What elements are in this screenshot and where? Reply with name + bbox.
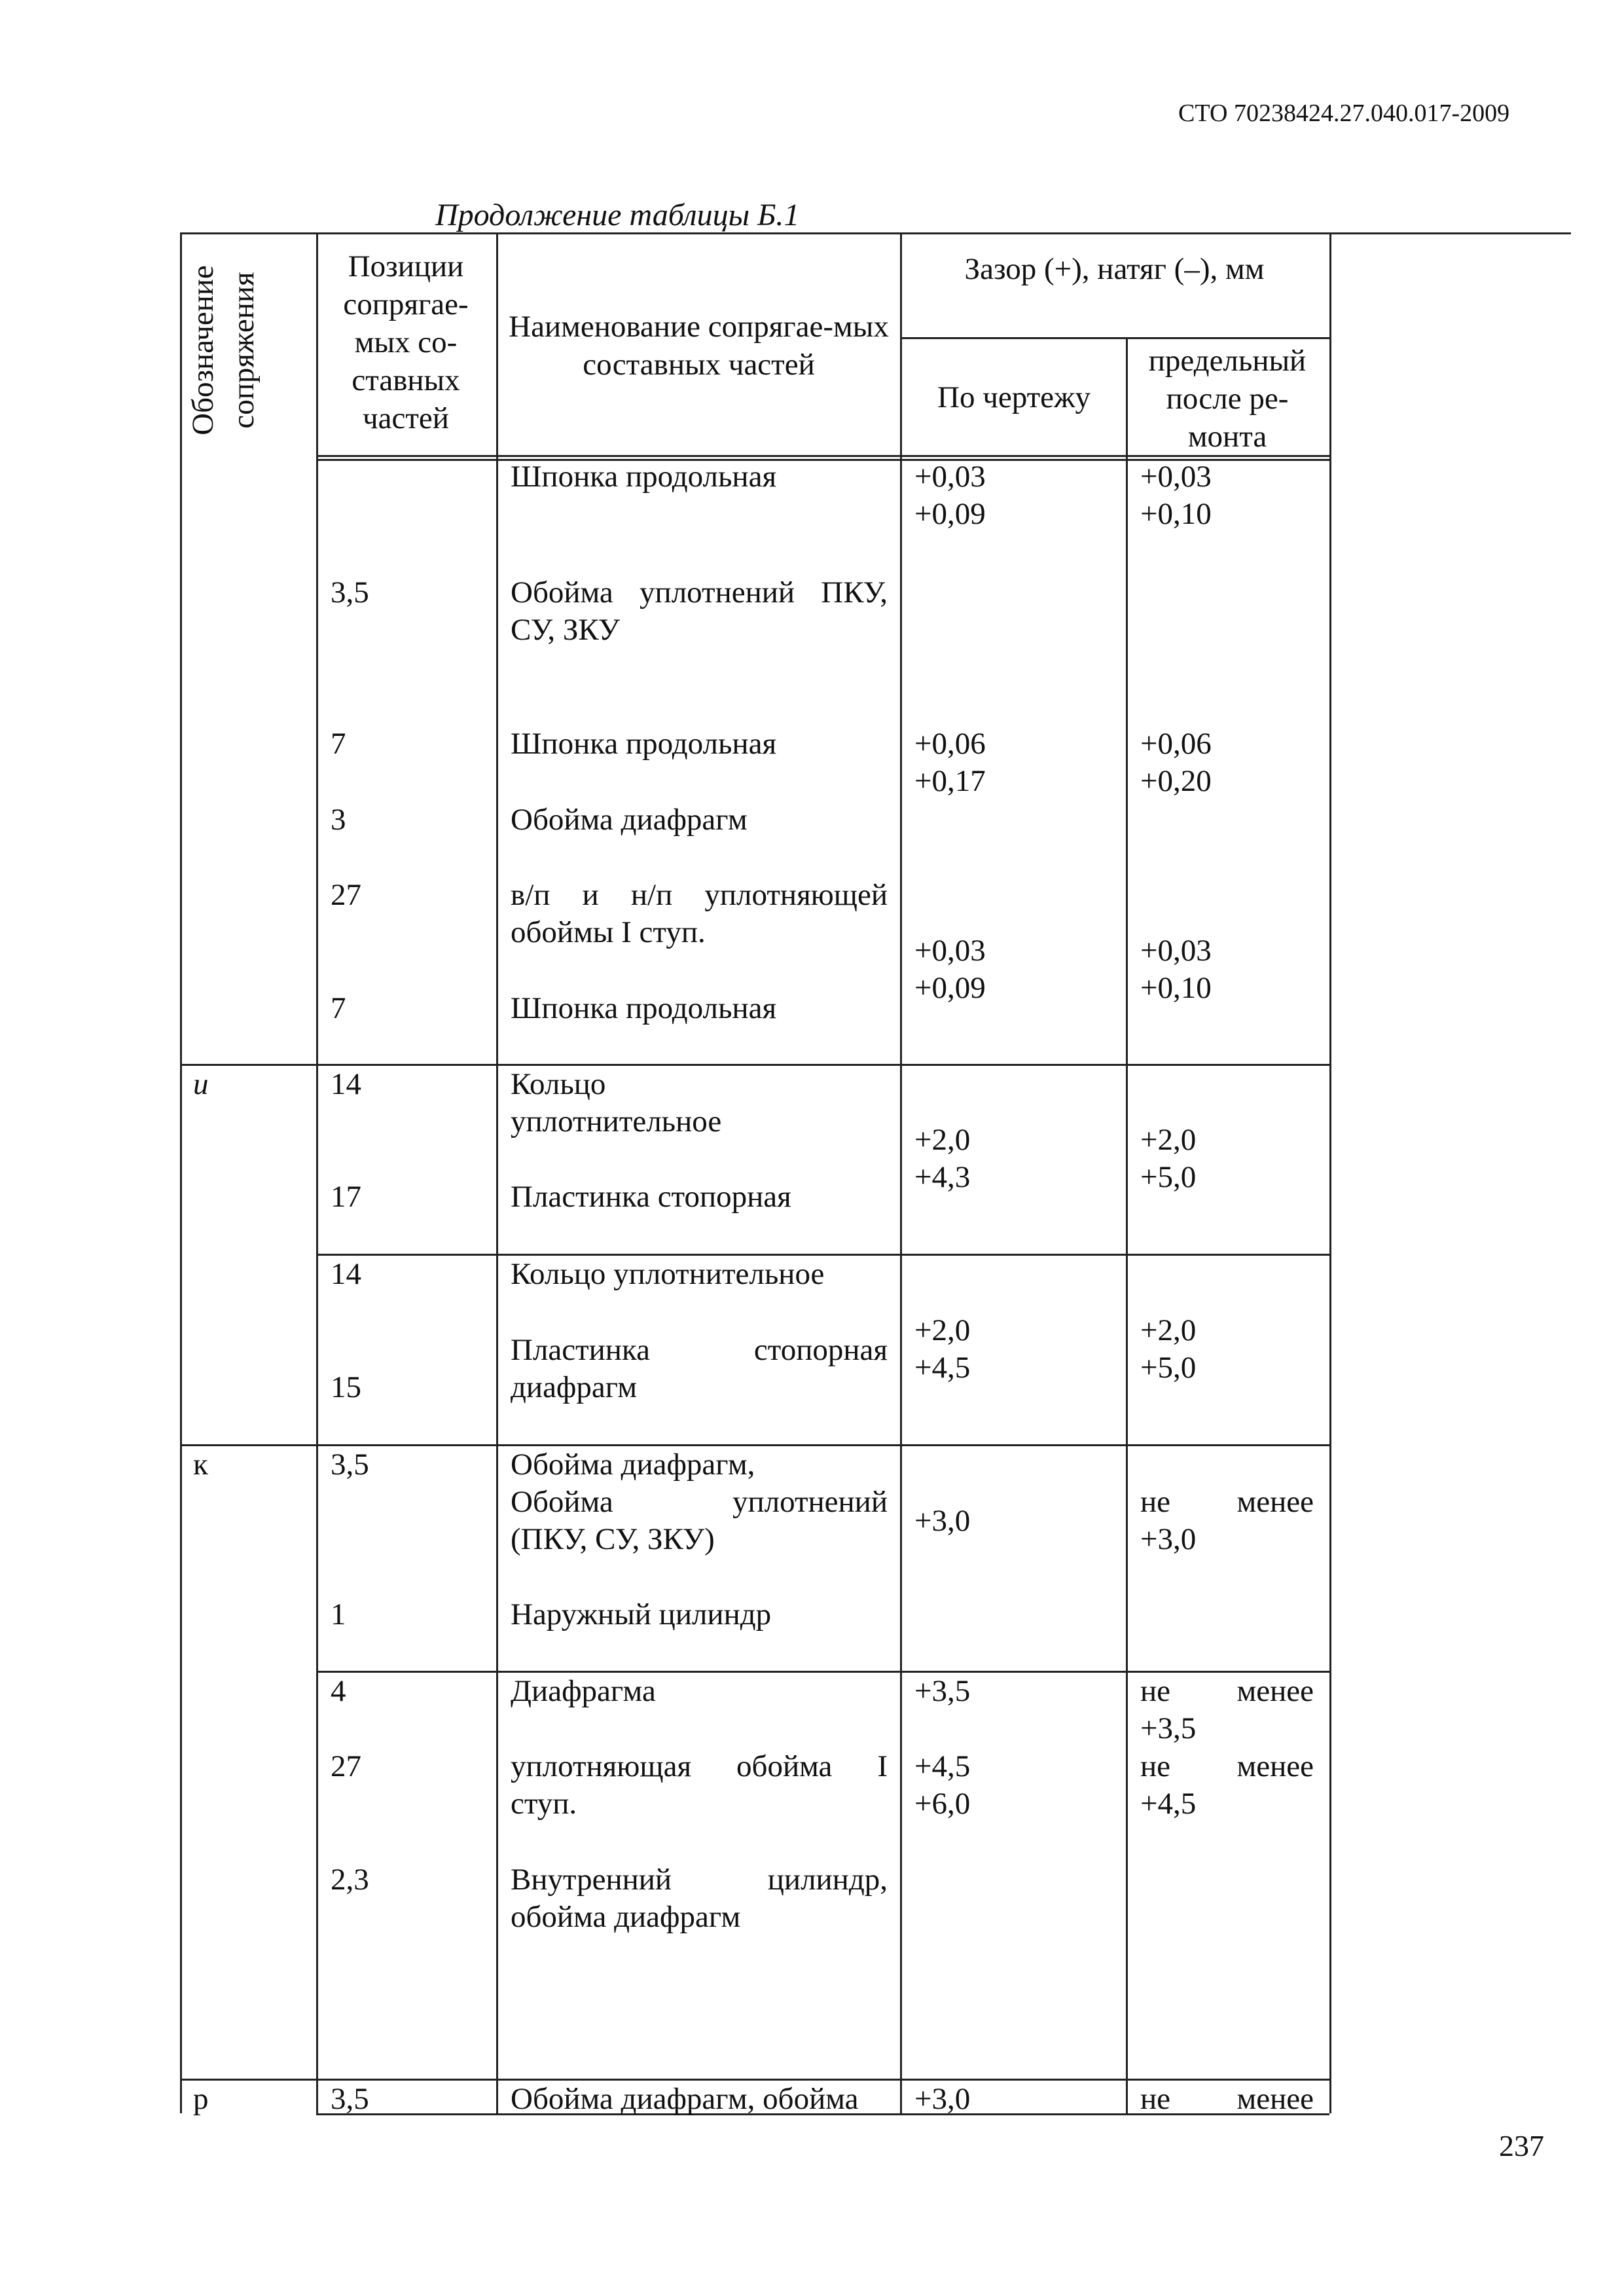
row14-drawing-min: +4,5 [914, 1749, 971, 1783]
row14-limit-line2: +4,5 [1140, 1787, 1197, 1821]
row11-limit-line2: +3,0 [1140, 1522, 1197, 1556]
row8-name: Пластинка стопорная [511, 1180, 791, 1214]
row9-position: 14 [331, 1257, 361, 1291]
row14-limit-line1: не менее [1140, 1749, 1314, 1783]
row10-drawing-min: +2,0 [914, 1313, 971, 1347]
row7-limit-max: +5,0 [1140, 1160, 1197, 1194]
header-name: Наименование сопрягае-мых составных частей [509, 310, 889, 382]
row4-name: Обойма диафрагм [511, 803, 748, 837]
table-caption: Продолжение таблицы Б.1 [435, 198, 800, 232]
row16-limit: не менее [1140, 2082, 1314, 2116]
row5-limit-max: +0,10 [1140, 971, 1212, 1005]
row5-drawing-min: +0,03 [914, 934, 986, 968]
row5-limit-min: +0,03 [1140, 934, 1212, 968]
row12-name: Наружный цилиндр [511, 1597, 772, 1631]
row13-drawing: +3,5 [914, 1674, 971, 1708]
row7-drawing-min: +2,0 [914, 1123, 971, 1157]
row11-limit-line1: не менее [1140, 1485, 1314, 1519]
row10-name-line1: Пластинка стопорная [511, 1333, 888, 1367]
row14-drawing-max: +6,0 [914, 1787, 971, 1821]
row3-limit-max: +0,20 [1140, 764, 1212, 798]
row3-drawing-min: +0,06 [914, 727, 986, 761]
row8-position: 17 [331, 1180, 361, 1214]
row10-limit-min: +2,0 [1140, 1313, 1197, 1347]
row1-drawing-max: +0,09 [914, 497, 986, 531]
page-number: 237 [1499, 2129, 1544, 2162]
row3-position: 7 [331, 727, 346, 761]
row11-designation: к [193, 1448, 208, 1482]
row5-name-line1: в/п и н/п уплотняющей [511, 878, 888, 912]
row11-name-line2: Обойма уплотнений [511, 1485, 888, 1519]
header-by-drawing: По чертежу [937, 380, 1091, 414]
row13-limit-line2: +3,5 [1140, 1711, 1197, 1745]
row14-position: 27 [331, 1749, 361, 1783]
row10-drawing-max: +4,5 [914, 1351, 971, 1385]
row1-drawing-min: +0,03 [914, 460, 986, 494]
row10-position: 15 [331, 1370, 361, 1404]
row10-name-line2: диафрагм [511, 1370, 638, 1404]
row1-limit-max: +0,10 [1140, 497, 1212, 531]
row4-position: 3 [331, 803, 346, 837]
row15-position: 2,3 [331, 1863, 369, 1897]
row11-name-line1: Обойма диафрагм, [511, 1448, 755, 1482]
header-gap: Зазор (+), натяг (–), мм [964, 252, 1265, 286]
row15-name-line2: обойма диафрагм [511, 1900, 741, 1934]
row2-name-line1: Обойма уплотнений ПКУ, [511, 575, 888, 610]
row5-position: 27 [331, 878, 361, 912]
row7-designation: и [193, 1067, 209, 1101]
row1-name: Шпонка продольная [511, 460, 777, 494]
row1-limit-min: +0,03 [1140, 460, 1212, 494]
row7-position: 14 [331, 1067, 361, 1101]
row7-limit-min: +2,0 [1140, 1123, 1197, 1157]
row3-name: Шпонка продольная [511, 727, 777, 761]
row10-limit-max: +5,0 [1140, 1351, 1197, 1385]
row16-designation: р [193, 2082, 209, 2116]
row9-name: Кольцо уплотнительное [511, 1257, 825, 1291]
row6-position: 7 [331, 991, 346, 1025]
row14-name-line2: ступ. [511, 1787, 577, 1821]
row2-name-line2: СУ, ЗКУ [511, 613, 621, 647]
row11-drawing: +3,0 [914, 1504, 971, 1538]
row13-limit-line1: не менее [1140, 1674, 1314, 1708]
row6-name: Шпонка продольная [511, 991, 777, 1025]
row11-name-line3: (ПКУ, СУ, ЗКУ) [511, 1522, 715, 1556]
row16-name: Обойма диафрагм, обойма [511, 2082, 859, 2116]
row16-position: 3,5 [331, 2082, 369, 2116]
header-limit: предельный после ре-монта [1148, 344, 1307, 454]
row5-drawing-max: +0,09 [914, 971, 986, 1005]
document-code: СТО 70238424.27.040.017-2009 [1178, 100, 1510, 127]
row13-position: 4 [331, 1674, 346, 1708]
row3-drawing-max: +0,17 [914, 764, 986, 798]
row7-name-line2: уплотнительное [511, 1104, 722, 1139]
row7-drawing-max: +4,3 [914, 1160, 971, 1194]
row13-name: Диафрагма [511, 1674, 656, 1708]
header-designation: Обозначение сопряжения [186, 265, 261, 435]
row3-limit-min: +0,06 [1140, 727, 1212, 761]
row12-position: 1 [331, 1597, 346, 1631]
row16-drawing: +3,0 [914, 2082, 971, 2116]
row5-name-line2: обоймы I ступ. [511, 915, 706, 949]
row15-name-line1: Внутренний цилиндр, [511, 1863, 888, 1897]
row2-position: 3,5 [331, 575, 369, 610]
row11-position: 3,5 [331, 1448, 369, 1482]
row14-name-line1: уплотняющая обойма I [511, 1749, 888, 1783]
row7-name-line1: Кольцо [511, 1067, 606, 1101]
header-positions: Позиции сопрягае-мых со-ставных частей [343, 249, 469, 435]
